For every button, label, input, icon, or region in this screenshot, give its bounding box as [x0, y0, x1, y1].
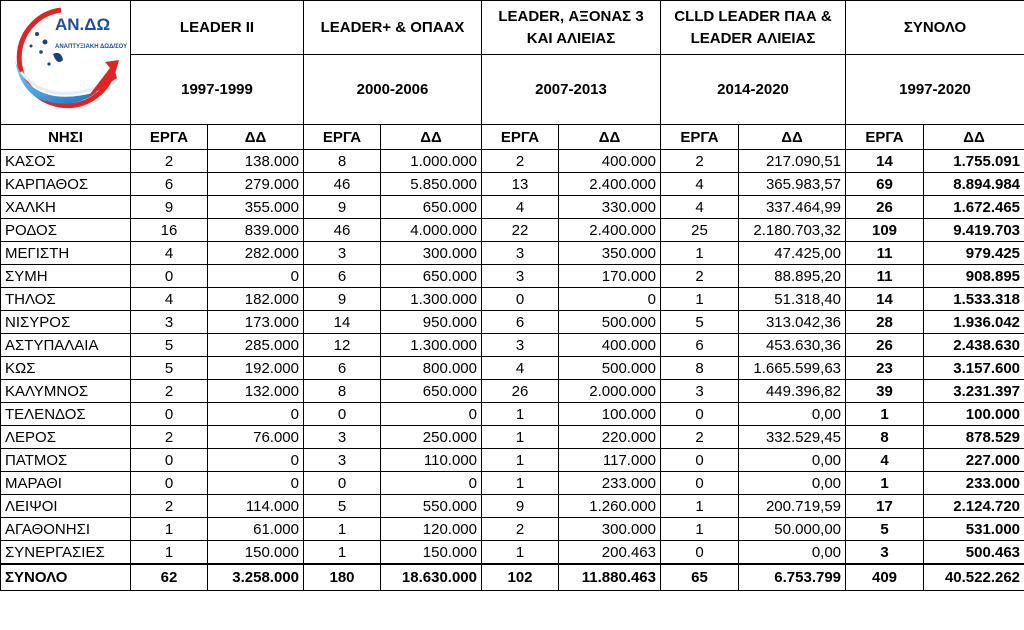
expenditure-cell: 1.755.091: [924, 150, 1024, 173]
expenditure-cell: 3.231.397: [924, 380, 1024, 403]
program-header-total: ΣΥΝΟΛΟ: [846, 1, 1024, 55]
expenditure-cell: 650.000: [381, 265, 482, 288]
projects-cell: 26: [846, 334, 924, 357]
table-row: [1, 311, 1024, 334]
expenditure-cell: 279.000: [208, 173, 304, 196]
projects-cell: 5: [304, 495, 381, 518]
projects-cell: 6: [304, 357, 381, 380]
projects-cell: 5: [131, 357, 208, 380]
expenditure-cell: 1.300.000: [381, 288, 482, 311]
logo-title: ΑΝ.ΔΩ: [55, 14, 111, 34]
expenditure-cell: 192.000: [208, 357, 304, 380]
expenditure-cell: 285.000: [208, 334, 304, 357]
expenditure-cell: 800.000: [381, 357, 482, 380]
expenditure-cell: 200.719,59: [739, 495, 846, 518]
projects-cell: 409: [846, 564, 924, 591]
projects-cell: 5: [846, 518, 924, 541]
projects-cell: 0: [661, 472, 739, 495]
island-name-cell: ΚΩΣ: [1, 357, 131, 380]
column-header-public-expenditure: ΔΔ: [381, 125, 482, 150]
projects-cell: 1: [661, 242, 739, 265]
expenditure-cell: 2.180.703,32: [739, 219, 846, 242]
projects-cell: 16: [131, 219, 208, 242]
table-row: [1, 334, 1024, 357]
expenditure-cell: 250.000: [381, 426, 482, 449]
table-row: [1, 380, 1024, 403]
table-row: [1, 426, 1024, 449]
expenditure-cell: 200.463: [559, 541, 661, 565]
expenditure-cell: 114.000: [208, 495, 304, 518]
projects-cell: 3: [131, 311, 208, 334]
expenditure-cell: 300.000: [559, 518, 661, 541]
projects-cell: 4: [661, 173, 739, 196]
andodo-logo: [1, 2, 129, 124]
expenditure-cell: 0: [208, 403, 304, 426]
projects-cell: 9: [304, 196, 381, 219]
expenditure-cell: 47.425,00: [739, 242, 846, 265]
projects-cell: 3: [482, 265, 559, 288]
expenditure-cell: 0,00: [739, 541, 846, 565]
table-row: [1, 403, 1024, 426]
projects-cell: 6: [482, 311, 559, 334]
table-row: [1, 265, 1024, 288]
expenditure-cell: 500.000: [559, 357, 661, 380]
projects-cell: 1: [846, 403, 924, 426]
projects-cell: 3: [304, 449, 381, 472]
projects-cell: 26: [482, 380, 559, 403]
projects-cell: 65: [661, 564, 739, 591]
projects-cell: 9: [482, 495, 559, 518]
expenditure-cell: 0: [208, 449, 304, 472]
projects-cell: 1: [846, 472, 924, 495]
column-header-row: [1, 125, 1024, 150]
island-name-cell: ΧΑΛΚΗ: [1, 196, 131, 219]
projects-cell: 3: [482, 242, 559, 265]
expenditure-cell: 979.425: [924, 242, 1024, 265]
expenditure-cell: 0: [208, 472, 304, 495]
expenditure-cell: 61.000: [208, 518, 304, 541]
island-name-cell: ΛΕΙΨΟΙ: [1, 495, 131, 518]
projects-cell: 3: [846, 541, 924, 565]
island-name-cell: ΛΕΡΟΣ: [1, 426, 131, 449]
expenditure-cell: 0: [559, 288, 661, 311]
column-header-public-expenditure: ΔΔ: [739, 125, 846, 150]
projects-cell: 11: [846, 242, 924, 265]
table-body: [1, 150, 1024, 591]
expenditure-cell: 839.000: [208, 219, 304, 242]
projects-cell: 22: [482, 219, 559, 242]
expenditure-cell: 531.000: [924, 518, 1024, 541]
expenditure-cell: 182.000: [208, 288, 304, 311]
expenditure-cell: 453.630,36: [739, 334, 846, 357]
expenditure-cell: 0,00: [739, 449, 846, 472]
expenditure-cell: 88.895,20: [739, 265, 846, 288]
projects-cell: 6: [661, 334, 739, 357]
projects-cell: 11: [846, 265, 924, 288]
projects-cell: 25: [661, 219, 739, 242]
projects-cell: 8: [661, 357, 739, 380]
projects-cell: 1: [661, 495, 739, 518]
projects-cell: 109: [846, 219, 924, 242]
projects-cell: 2: [482, 518, 559, 541]
island-name-cell: ΚΑΣΟΣ: [1, 150, 131, 173]
projects-cell: 12: [304, 334, 381, 357]
projects-cell: 0: [304, 403, 381, 426]
expenditure-cell: 337.464,99: [739, 196, 846, 219]
projects-cell: 6: [131, 173, 208, 196]
expenditure-cell: 1.936.042: [924, 311, 1024, 334]
expenditure-cell: 233.000: [559, 472, 661, 495]
expenditure-cell: 1.000.000: [381, 150, 482, 173]
projects-cell: 2: [131, 426, 208, 449]
expenditure-cell: 50.000,00: [739, 518, 846, 541]
projects-cell: 13: [482, 173, 559, 196]
projects-cell: 14: [846, 288, 924, 311]
projects-cell: 69: [846, 173, 924, 196]
island-name-cell: ΤΕΛΕΝΔΟΣ: [1, 403, 131, 426]
program-header-leader-axis3: LEADER, ΑΞΟΝΑΣ 3 ΚΑΙ ΑΛΙΕΙΑΣ: [482, 1, 661, 55]
program-header-leader-ii: LEADER II: [131, 1, 304, 55]
projects-cell: 1: [304, 541, 381, 565]
expenditure-cell: 650.000: [381, 380, 482, 403]
projects-cell: 17: [846, 495, 924, 518]
expenditure-cell: 878.529: [924, 426, 1024, 449]
projects-cell: 2: [131, 380, 208, 403]
projects-cell: 0: [661, 541, 739, 565]
expenditure-cell: 170.000: [559, 265, 661, 288]
projects-cell: 4: [482, 357, 559, 380]
expenditure-cell: 117.000: [559, 449, 661, 472]
projects-cell: 2: [661, 265, 739, 288]
table-row: [1, 495, 1024, 518]
projects-cell: 6: [304, 265, 381, 288]
expenditure-cell: 500.463: [924, 541, 1024, 565]
island-name-cell: ΣΥΝΟΛΟ: [1, 564, 131, 591]
projects-cell: 23: [846, 357, 924, 380]
island-name-cell: ΜΑΡΑΘΙ: [1, 472, 131, 495]
expenditure-cell: 227.000: [924, 449, 1024, 472]
projects-cell: 0: [661, 403, 739, 426]
expenditure-cell: 400.000: [559, 150, 661, 173]
expenditure-cell: 76.000: [208, 426, 304, 449]
expenditure-cell: 908.895: [924, 265, 1024, 288]
expenditure-cell: 1.300.000: [381, 334, 482, 357]
projects-cell: 0: [131, 265, 208, 288]
expenditure-cell: 18.630.000: [381, 564, 482, 591]
expenditure-cell: 110.000: [381, 449, 482, 472]
expenditure-cell: 650.000: [381, 196, 482, 219]
projects-cell: 46: [304, 173, 381, 196]
projects-cell: 5: [661, 311, 739, 334]
table-row: [1, 219, 1024, 242]
expenditure-cell: 282.000: [208, 242, 304, 265]
projects-cell: 0: [482, 288, 559, 311]
island-name-cell: ΝΙΣΥΡΟΣ: [1, 311, 131, 334]
table-row: [1, 541, 1024, 565]
expenditure-cell: 0: [381, 403, 482, 426]
expenditure-cell: 120.000: [381, 518, 482, 541]
projects-cell: 1: [131, 541, 208, 565]
expenditure-cell: 11.880.463: [559, 564, 661, 591]
expenditure-cell: 150.000: [208, 541, 304, 565]
projects-cell: 28: [846, 311, 924, 334]
island-name-cell: ΠΑΤΜΟΣ: [1, 449, 131, 472]
column-header-projects: ΕΡΓΑ: [131, 125, 208, 150]
expenditure-cell: 313.042,36: [739, 311, 846, 334]
projects-cell: 14: [846, 150, 924, 173]
period-clld: 2014-2020: [661, 55, 846, 125]
island-name-cell: ΚΑΛΥΜΝΟΣ: [1, 380, 131, 403]
expenditure-cell: 365.983,57: [739, 173, 846, 196]
expenditure-cell: 233.000: [924, 472, 1024, 495]
expenditure-cell: 0: [208, 265, 304, 288]
expenditure-cell: 173.000: [208, 311, 304, 334]
expenditure-cell: 9.419.703: [924, 219, 1024, 242]
total-row: [1, 564, 1024, 591]
expenditure-cell: 332.529,45: [739, 426, 846, 449]
projects-cell: 4: [131, 288, 208, 311]
expenditure-cell: 950.000: [381, 311, 482, 334]
expenditure-cell: 100.000: [559, 403, 661, 426]
projects-cell: 2: [131, 150, 208, 173]
expenditure-cell: 449.396,82: [739, 380, 846, 403]
projects-cell: 3: [304, 242, 381, 265]
column-header-projects: ΕΡΓΑ: [482, 125, 559, 150]
column-header-island: ΝΗΣΙ: [1, 125, 131, 150]
expenditure-cell: 8.894.984: [924, 173, 1024, 196]
expenditure-cell: 350.000: [559, 242, 661, 265]
table-row: [1, 150, 1024, 173]
table-row: [1, 288, 1024, 311]
projects-cell: 2: [661, 150, 739, 173]
expenditure-cell: 2.400.000: [559, 219, 661, 242]
expenditure-cell: 40.522.262: [924, 564, 1024, 591]
expenditure-cell: 1.260.000: [559, 495, 661, 518]
expenditure-cell: 6.753.799: [739, 564, 846, 591]
expenditure-cell: 0: [381, 472, 482, 495]
table-row: [1, 242, 1024, 265]
expenditure-cell: 550.000: [381, 495, 482, 518]
projects-cell: 1: [661, 518, 739, 541]
expenditure-cell: 150.000: [381, 541, 482, 565]
projects-cell: 8: [304, 150, 381, 173]
expenditure-cell: 2.438.630: [924, 334, 1024, 357]
expenditure-cell: 1.533.318: [924, 288, 1024, 311]
table-row: [1, 173, 1024, 196]
island-name-cell: ΑΣΤΥΠΑΛΑΙΑ: [1, 334, 131, 357]
column-header-projects: ΕΡΓΑ: [661, 125, 739, 150]
island-name-cell: ΤΗΛΟΣ: [1, 288, 131, 311]
expenditure-cell: 2.400.000: [559, 173, 661, 196]
projects-cell: 1: [482, 403, 559, 426]
projects-cell: 4: [661, 196, 739, 219]
expenditure-cell: 220.000: [559, 426, 661, 449]
logo-cell: [1, 1, 131, 125]
expenditure-cell: 0,00: [739, 472, 846, 495]
expenditure-cell: 355.000: [208, 196, 304, 219]
expenditure-cell: 0,00: [739, 403, 846, 426]
island-name-cell: ΑΓΑΘΟΝΗΣΙ: [1, 518, 131, 541]
table-row: [1, 449, 1024, 472]
projects-cell: 1: [661, 288, 739, 311]
projects-cell: 39: [846, 380, 924, 403]
projects-cell: 1: [304, 518, 381, 541]
expenditure-cell: 1.665.599,63: [739, 357, 846, 380]
projects-cell: 9: [131, 196, 208, 219]
projects-cell: 2: [482, 150, 559, 173]
projects-cell: 1: [131, 518, 208, 541]
expenditure-cell: 2.000.000: [559, 380, 661, 403]
expenditure-cell: 1.672.465: [924, 196, 1024, 219]
projects-cell: 14: [304, 311, 381, 334]
expenditure-cell: 4.000.000: [381, 219, 482, 242]
projects-cell: 102: [482, 564, 559, 591]
island-name-cell: ΣΥΜΗ: [1, 265, 131, 288]
island-name-cell: ΚΑΡΠΑΘΟΣ: [1, 173, 131, 196]
projects-cell: 0: [131, 472, 208, 495]
period-leader-plus: 2000-2006: [304, 55, 482, 125]
projects-cell: 1: [482, 541, 559, 565]
projects-cell: 62: [131, 564, 208, 591]
expenditure-cell: 5.850.000: [381, 173, 482, 196]
island-name-cell: ΡΟΔΟΣ: [1, 219, 131, 242]
projects-cell: 0: [131, 449, 208, 472]
projects-cell: 3: [482, 334, 559, 357]
column-header-projects: ΕΡΓΑ: [304, 125, 381, 150]
projects-cell: 3: [304, 426, 381, 449]
projects-cell: 0: [304, 472, 381, 495]
projects-cell: 46: [304, 219, 381, 242]
expenditure-cell: 300.000: [381, 242, 482, 265]
table-row: [1, 357, 1024, 380]
projects-cell: 4: [482, 196, 559, 219]
expenditure-cell: 3.157.600: [924, 357, 1024, 380]
projects-cell: 1: [482, 426, 559, 449]
expenditure-cell: 217.090,51: [739, 150, 846, 173]
expenditure-cell: 3.258.000: [208, 564, 304, 591]
expenditure-cell: 132.000: [208, 380, 304, 403]
projects-cell: 8: [304, 380, 381, 403]
projects-cell: 0: [661, 449, 739, 472]
projects-cell: 4: [846, 449, 924, 472]
period-leader-ii: 1997-1999: [131, 55, 304, 125]
period-leader-axis3: 2007-2013: [482, 55, 661, 125]
projects-cell: 9: [304, 288, 381, 311]
projects-cell: 5: [131, 334, 208, 357]
table-row: [1, 196, 1024, 219]
logo-subtitle: ΑΝΑΠΤΥΞΙΑΚΗ ΔΩΔ/ΣΟΥ: [55, 43, 128, 50]
projects-cell: 3: [661, 380, 739, 403]
island-name-cell: ΜΕΓΙΣΤΗ: [1, 242, 131, 265]
projects-cell: 1: [482, 472, 559, 495]
expenditure-cell: 138.000: [208, 150, 304, 173]
table-row: [1, 472, 1024, 495]
projects-cell: 2: [661, 426, 739, 449]
projects-cell: 8: [846, 426, 924, 449]
column-header-public-expenditure: ΔΔ: [208, 125, 304, 150]
table-row: [1, 518, 1024, 541]
projects-cell: 2: [131, 495, 208, 518]
expenditure-cell: 100.000: [924, 403, 1024, 426]
period-total: 1997-2020: [846, 55, 1024, 125]
expenditure-cell: 400.000: [559, 334, 661, 357]
expenditure-cell: 2.124.720: [924, 495, 1024, 518]
program-header-clld: CLLD LEADER ΠΑΑ & LEADER ΑΛΙΕΙΑΣ: [661, 1, 846, 55]
expenditure-cell: 330.000: [559, 196, 661, 219]
island-name-cell: ΣΥΝΕΡΓΑΣΙΕΣ: [1, 541, 131, 565]
column-header-projects: ΕΡΓΑ: [846, 125, 924, 150]
column-header-public-expenditure: ΔΔ: [559, 125, 661, 150]
column-header-public-expenditure: ΔΔ: [924, 125, 1024, 150]
projects-cell: 4: [131, 242, 208, 265]
projects-cell: 0: [131, 403, 208, 426]
program-header-leader-plus: LEADER+ & ΟΠΑΑΧ: [304, 1, 482, 55]
projects-cell: 1: [482, 449, 559, 472]
projects-cell: 26: [846, 196, 924, 219]
projects-cell: 180: [304, 564, 381, 591]
expenditure-cell: 51.318,40: [739, 288, 846, 311]
expenditure-cell: 500.000: [559, 311, 661, 334]
